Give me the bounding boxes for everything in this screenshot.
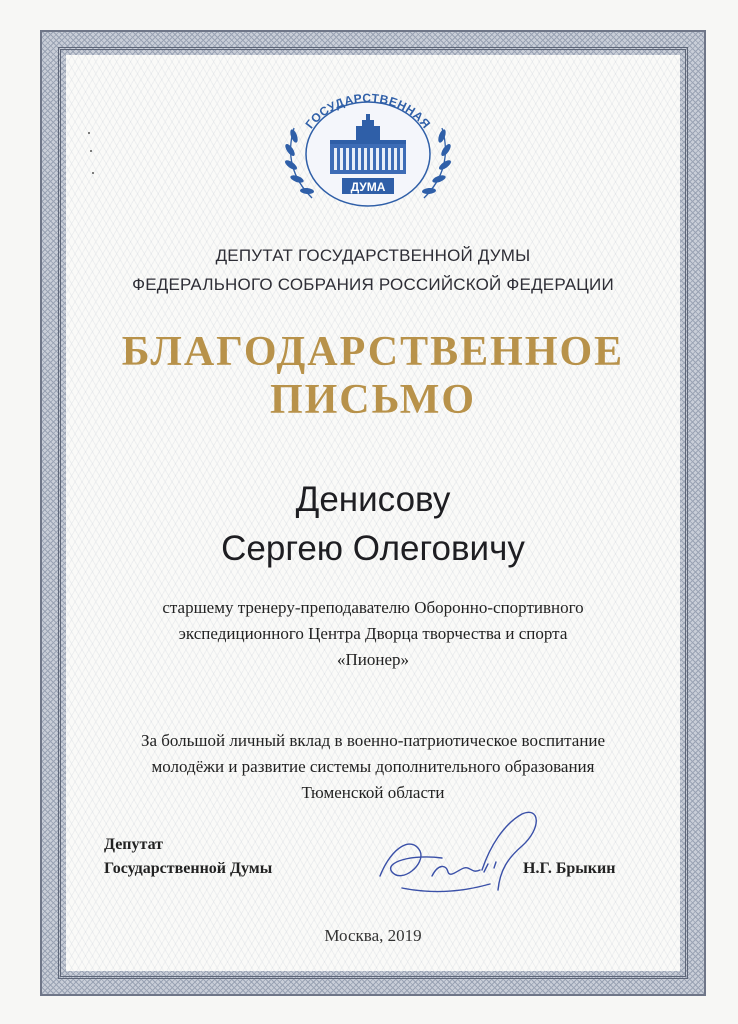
scan-speck: [90, 150, 92, 152]
reason-line-1: За большой личный вклад в военно-патриотическое воспитание: [140, 731, 606, 750]
signatory-name: Н.Г. Брыкин: [523, 860, 616, 877]
recipient-given-name: Сергею Олеговичу: [221, 529, 525, 568]
duma-emblem-icon: [272, 88, 464, 218]
city-and-year: Москва, 2019: [324, 926, 422, 945]
title-line-1: БЛАГОДАРСТВЕННОЕ: [121, 329, 625, 375]
scan-speck: [92, 172, 94, 174]
header-line-1: ДЕПУТАТ ГОСУДАРСТВЕННОЙ ДУМЫ: [215, 246, 531, 265]
handwritten-signature: [372, 806, 552, 906]
recipient-surname: Денисову: [295, 480, 451, 519]
svg-text:ГОСУДАРСТВЕННАЯ: ГОСУДАРСТВЕННАЯ: [302, 90, 434, 132]
position-line-2: экспедиционного Центра Дворца творчества и спорта: [178, 624, 568, 643]
signatory-role-line-2: Государственной Думы: [104, 860, 273, 877]
signatory-role-line-1: Депутат: [104, 836, 164, 853]
title-line-2: ПИСЬМО: [269, 377, 477, 423]
reason-line-3: Тюменской области: [301, 783, 445, 802]
svg-text:ДУМА: ДУМА: [350, 180, 386, 194]
header-line-2: ФЕДЕРАЛЬНОГО СОБРАНИЯ РОССИЙСКОЙ ФЕДЕРАЦИИ: [132, 275, 614, 294]
reason-line-2: молодёжи и развитие системы дополнительного образования: [151, 757, 595, 776]
position-line-1: старшему тренеру-преподавателю Оборонно-спортивного: [162, 598, 584, 617]
position-line-3: «Пионер»: [336, 650, 410, 669]
scan-speck: [88, 132, 90, 134]
